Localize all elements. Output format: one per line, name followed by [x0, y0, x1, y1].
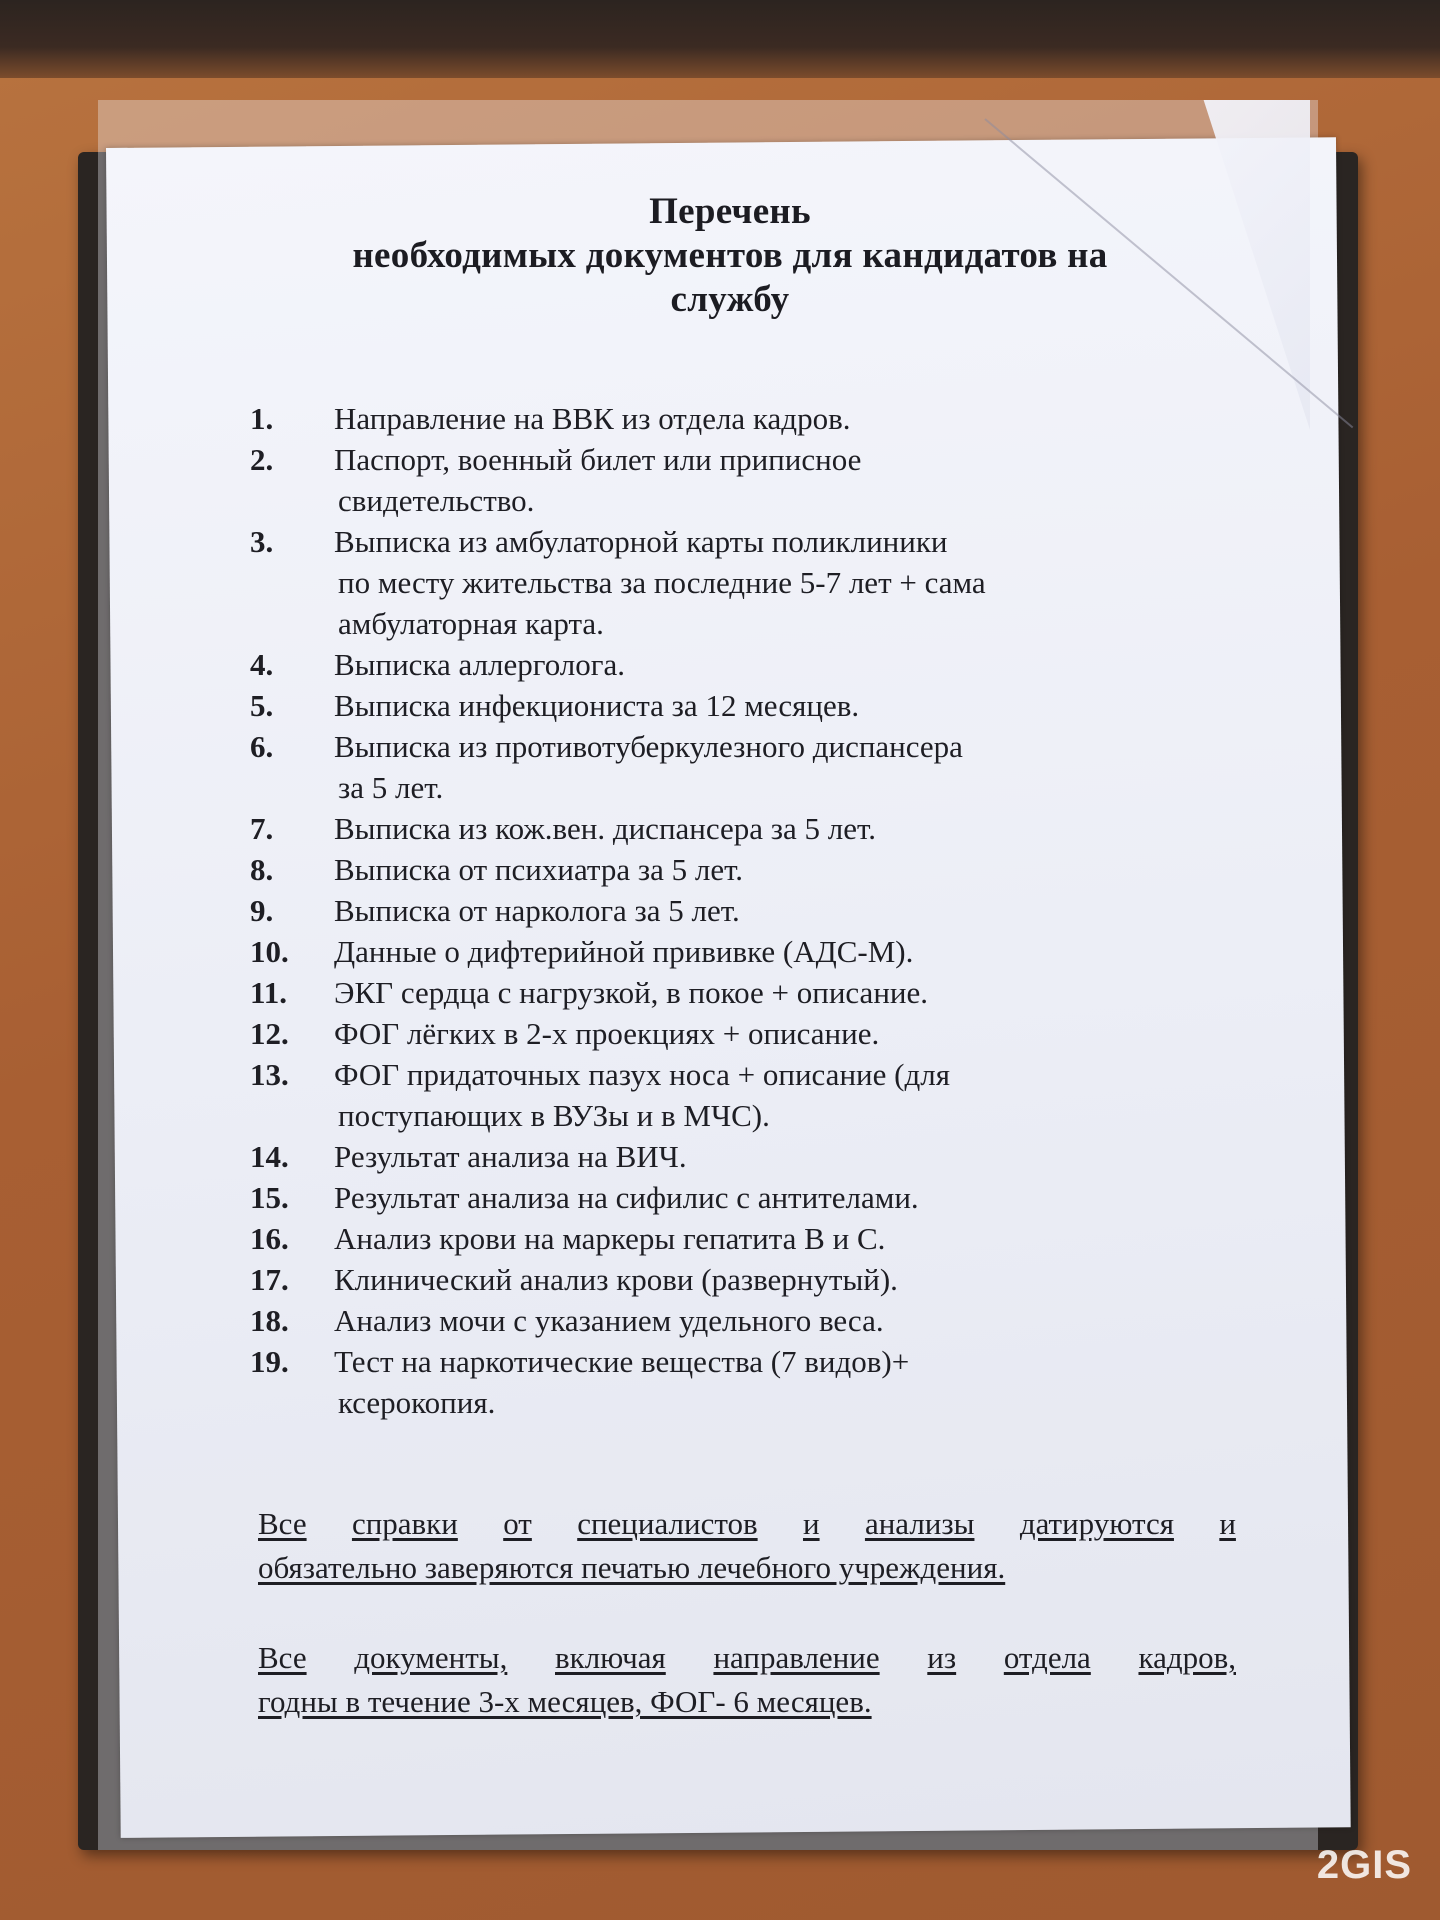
wall-top-strip — [0, 0, 1440, 78]
note-word: Все — [258, 1506, 307, 1541]
item-number: 5. — [250, 688, 274, 723]
item-text — [334, 398, 1240, 439]
note-validity — [258, 1636, 1236, 1724]
item-text-line: Анализ мочи с указанием удельного веса. — [334, 1303, 884, 1338]
item-text-line: за 5 лет. — [338, 770, 444, 805]
item-text — [334, 685, 1240, 726]
item-text-line: Тест на наркотические вещества (7 видов)+ — [334, 1344, 910, 1379]
item-number: 16. — [250, 1221, 289, 1256]
item-number: 14. — [250, 1139, 289, 1174]
item-number: 10. — [250, 934, 289, 969]
item-text — [334, 849, 1240, 890]
item-text — [334, 931, 1240, 972]
list-item — [250, 849, 1240, 890]
item-text-line: Направление на ВВК из отдела кадров. — [334, 401, 851, 436]
list-item — [250, 808, 1240, 849]
item-text — [334, 726, 1240, 808]
note-line — [258, 1636, 1236, 1680]
item-text-line: Выписка аллерголога. — [334, 647, 626, 682]
list-item — [250, 1218, 1240, 1259]
item-number: 17. — [250, 1262, 289, 1297]
list-item — [250, 685, 1240, 726]
item-text — [334, 1054, 1240, 1136]
list-item — [250, 726, 1240, 808]
note-word: анализы — [864, 1506, 975, 1541]
note-word: от — [503, 1506, 532, 1541]
item-text-line: Выписка инфекциониста за 12 месяцев. — [334, 688, 860, 723]
item-text-line: ФОГ лёгких в 2-х проекциях + описание. — [334, 1016, 880, 1051]
item-text — [334, 1177, 1240, 1218]
document-list — [250, 398, 1240, 1423]
list-item — [250, 1300, 1240, 1341]
item-number: 3. — [250, 524, 274, 559]
item-text-line: амбулаторная карта. — [338, 606, 604, 641]
item-text-line: ксерокопия. — [338, 1385, 496, 1420]
item-number: 4. — [250, 647, 274, 682]
note-line — [258, 1502, 1236, 1546]
item-text-line: ЭКГ сердца с нагрузкой, в покое + описание. — [334, 975, 929, 1010]
list-item — [250, 1177, 1240, 1218]
list-item — [250, 521, 1240, 644]
item-text — [334, 890, 1240, 931]
item-number: 1. — [250, 401, 274, 436]
item-text-line: Выписка из противотуберкулезного диспансера — [334, 729, 963, 764]
item-text-line: свидетельство. — [338, 483, 535, 518]
list-item — [250, 972, 1240, 1013]
item-text-line: Клинический анализ крови (развернутый). — [334, 1262, 898, 1297]
item-text — [334, 1300, 1240, 1341]
item-text-line: Выписка от нарколога за 5 лет. — [334, 893, 740, 928]
title-line: необходимых документов для кандидатов на — [352, 235, 1108, 276]
list-item — [250, 931, 1240, 972]
note-word: включая — [555, 1640, 666, 1675]
item-text-line: Выписка из амбулаторной карты поликлиники — [334, 524, 948, 559]
item-number: 15. — [250, 1180, 289, 1215]
item-number: 7. — [250, 811, 274, 846]
note-word: справки — [351, 1506, 458, 1541]
note-word: Все — [258, 1640, 307, 1675]
item-text — [334, 1013, 1240, 1054]
note-word: и — [802, 1506, 820, 1541]
document-title — [290, 190, 1170, 322]
item-text — [334, 972, 1240, 1013]
item-text — [334, 644, 1240, 685]
item-text-line: Выписка из кож.вен. диспансера за 5 лет. — [334, 811, 876, 846]
item-text — [334, 439, 1240, 521]
item-text-line: Паспорт, военный билет или приписное — [334, 442, 862, 477]
title-line: службу — [670, 279, 790, 320]
list-item — [250, 1054, 1240, 1136]
item-text-line: Данные о дифтерийной прививке (АДС-М). — [334, 934, 914, 969]
item-number: 19. — [250, 1344, 289, 1379]
item-text — [334, 1341, 1240, 1423]
note-line: годны в течение 3-х месяцев, ФОГ- 6 месяцев. — [258, 1684, 872, 1719]
note-word: отдела — [1003, 1640, 1091, 1675]
list-item — [250, 1136, 1240, 1177]
item-text-line: Результат анализа на сифилис с антителами. — [334, 1180, 919, 1215]
note-certificates — [258, 1502, 1236, 1590]
list-item — [250, 1259, 1240, 1300]
item-text-line: Анализ крови на маркеры гепатита В и С. — [334, 1221, 886, 1256]
item-number: 18. — [250, 1303, 289, 1338]
item-number: 8. — [250, 852, 274, 887]
note-word: датируются — [1019, 1506, 1174, 1541]
item-text-line: ФОГ придаточных пазух носа + описание (для — [334, 1057, 950, 1092]
item-text — [334, 1259, 1240, 1300]
list-item — [250, 1341, 1240, 1423]
item-number: 13. — [250, 1057, 289, 1092]
item-number: 2. — [250, 442, 274, 477]
item-text — [334, 1218, 1240, 1259]
item-text — [334, 521, 1240, 644]
item-text — [334, 1136, 1240, 1177]
item-text-line: Выписка от психиатра за 5 лет. — [334, 852, 744, 887]
note-word: направление — [713, 1640, 880, 1675]
item-number: 11. — [250, 975, 288, 1010]
list-item — [250, 890, 1240, 931]
list-item — [250, 398, 1240, 439]
watermark-logo: 2GIS — [1316, 1843, 1412, 1887]
note-word: специалистов — [577, 1506, 758, 1541]
item-number: 12. — [250, 1016, 289, 1051]
item-text-line: поступающих в ВУЗы и в МЧС). — [338, 1098, 770, 1133]
item-text-line: по месту жительства за последние 5-7 лет + сама — [338, 565, 986, 600]
note-word: из — [927, 1640, 957, 1675]
note-word: документы, — [354, 1640, 508, 1675]
item-number: 6. — [250, 729, 274, 764]
note-word: кадров, — [1138, 1640, 1236, 1675]
title-line: Перечень — [649, 191, 811, 232]
note-word: и — [1219, 1506, 1236, 1541]
item-text — [334, 808, 1240, 849]
list-item — [250, 1013, 1240, 1054]
note-line: обязательно заверяются печатью лечебного учреждения. — [258, 1550, 1006, 1585]
list-item — [250, 644, 1240, 685]
item-number: 9. — [250, 893, 274, 928]
item-text-line: Результат анализа на ВИЧ. — [334, 1139, 687, 1174]
list-item — [250, 439, 1240, 521]
